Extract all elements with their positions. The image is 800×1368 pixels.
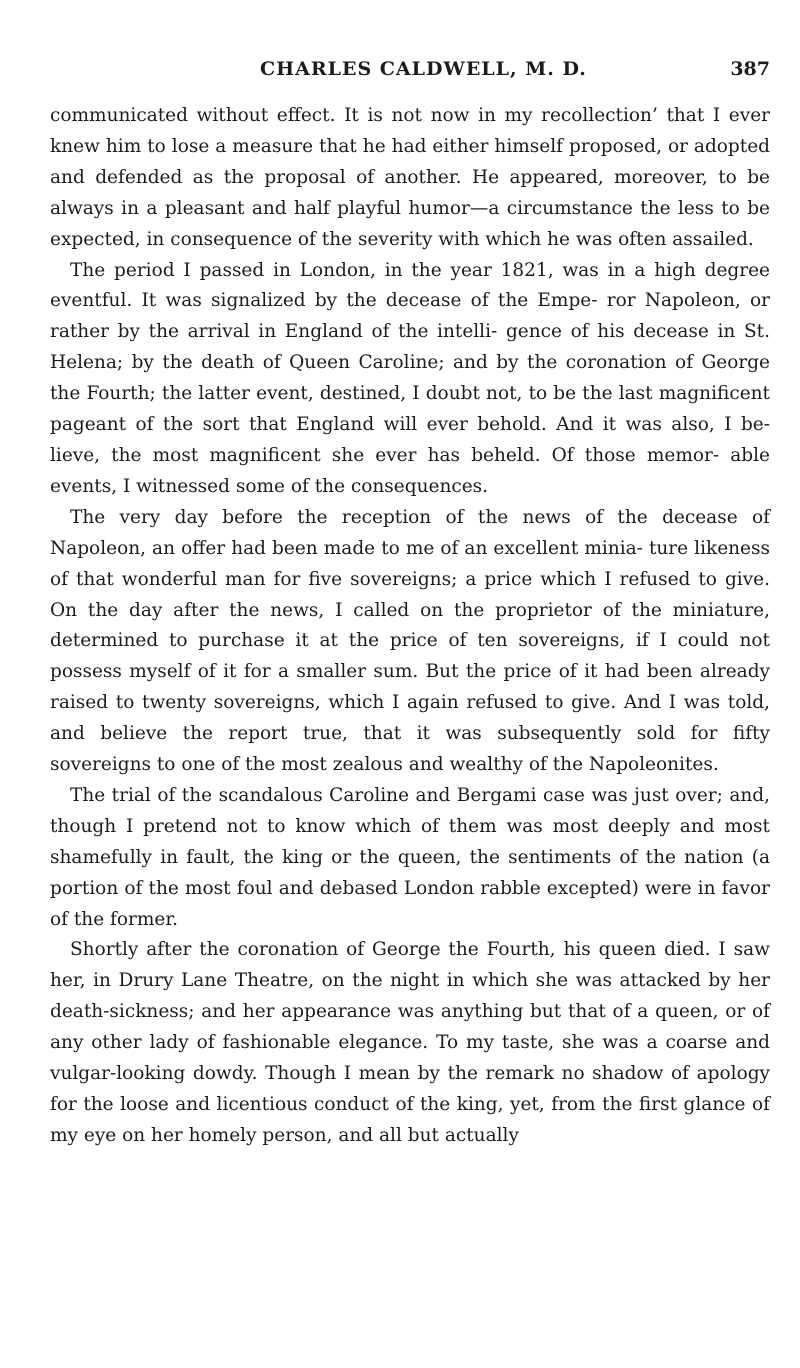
paragraph-napoleon-miniature: The very day before the reception of the news of the decease of Napoleon, an offer had been made to me of an excellent minia- ture likeness of that wonderful man for five sovereigns; a price which I refused to give. On the day after the news, I called on the proprietor of the miniature, determined to purchase it at the price of ten sovereigns, if I could not possess myself of it for a smaller sum. But the price of it had been already raised to twenty sovereigns, which I again refused to give. And I was told, and believe the report true, that it was subsequently sold for fifty sovereigns to one of the most zealous and wealthy of the Napoleonites. — [50, 506, 770, 776]
paragraph-london-1821: The period I passed in London, in the year 1821, was in a high degree eventful. It was signalized by the decease of the Empe- ror Napoleon, or rather by the arrival in England of the intelli- gence of his decease in St. Helena; by the death of Queen Caroline; and by the coronation of George the Fourth; the latter event, destined, I doubt not, to be the last magnificent pageant of the sort that England will ever behold. And it was also, I be- lieve, the most magnificent she ever has beheld. Of those memor- able events, I witnessed some of the consequences. — [50, 259, 770, 497]
body-text — [50, 101, 770, 1152]
running-title: CHARLES CALDWELL, M. D. — [260, 58, 587, 80]
paragraph-caroline-trial: The trial of the scandalous Caroline and Bergami case was just over; and, though I pretend not to know which of them was most deeply and most shamefully in fault, the king or the queen, the sentiments of the nation (a portion of the most foul and debased London rabble excepted) were in favor of the former. — [50, 784, 770, 930]
paragraph-continuation: communicated without effect. It is not now in my recollection’ that I ever knew him to lose a measure that he had either himself proposed, or adopted and defended as the proposal of another. He appeared, moreover, to be always in a pleasant and half playful humor—a circumstance the less to be expected, in consequence of the severity with which he was often assailed. — [50, 105, 770, 250]
paragraph-queen-death: Shortly after the coronation of George the Fourth, his queen died. I saw her, in Drury Lane Theatre, on the night in which she was attacked by her death-sickness; and her appearance was anything but that of a queen, or of any other lady of fashionable elegance. To my taste, she was a coarse and vulgar-looking dowdy. Though I mean by the remark no shadow of apology for the loose and licentious conduct of the king, yet, from the first glance of my eye on her homely person, and all but actually — [50, 939, 770, 1146]
book-page — [50, 0, 770, 1368]
page-number: 387 — [730, 58, 770, 80]
running-head — [50, 58, 770, 88]
